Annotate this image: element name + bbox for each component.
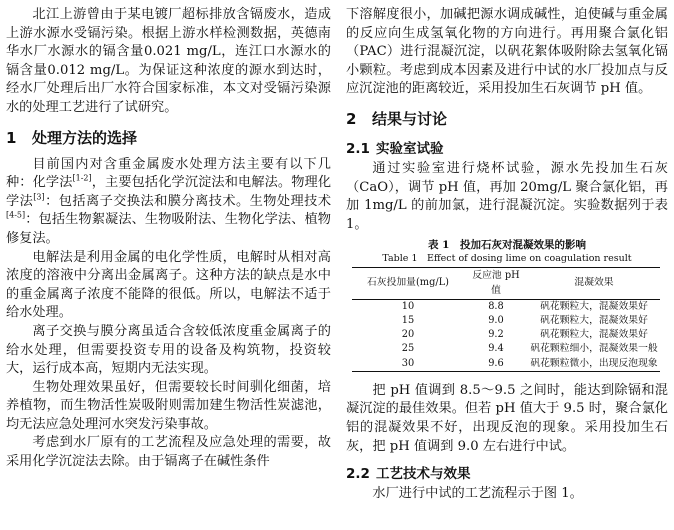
section-2-title: 结果与讨论 — [372, 109, 448, 128]
intro-paragraph: 北江上游曾由于某电镀厂超标排放含镉废水，造成上游水源水受镉污染。根据上游水样检测数据，英德南华水厂水源水的镉含量0.021 mg/L，连江口水源水的镉含量0.012 mg/L。为保证这种浓度的源水到达时，经水厂处理后出厂水符合国家标准，本文对受镉污染源水的处理工艺进行了试研究。 — [6, 7, 331, 115]
table-row — [352, 314, 660, 328]
table-row — [352, 357, 660, 372]
citation-ref: [1-2] — [72, 173, 92, 183]
right-column — [346, 6, 668, 504]
ion-exchange-paragraph: 离子交换与膜分离虽适合含较低浓度重金属离子的给水处理，但需要投资专用的设备及构筑物，投资较大，运行成本高，短期内无法实现。 — [6, 323, 331, 377]
process-paragraph: 水厂进行中试的工艺流程示于图 1。 — [372, 486, 583, 502]
table-cell: 矾花颗粒大，混凝效果好 — [540, 314, 648, 326]
lime-dosing-table — [352, 267, 660, 371]
subsection-2-2-heading — [346, 462, 668, 482]
table-spacer — [346, 372, 668, 382]
method-choice-paragraph: 考虑到水厂原有的工艺流程及应急处理的需要，故采用化学沉淀法去除。由于镉离子在碱性条件 — [6, 435, 331, 470]
section-1-number: 1 — [6, 128, 17, 147]
subsection-2-1-number: 2.1 — [346, 140, 370, 157]
subsection-2-2-number: 2.2 — [346, 466, 370, 483]
table-header-row — [352, 268, 660, 299]
methods-text-a: 目前国内对含重金属废水处理方法主要有以下几种：化学法 — [6, 156, 331, 191]
table-cell: 9.6 — [464, 357, 528, 372]
left-column — [6, 6, 331, 472]
table-cell: 20 — [401, 329, 415, 341]
table-cell: 矾花颗粒细小，混凝效果一般 — [530, 343, 658, 355]
table-cell: 25 — [401, 343, 415, 355]
continued-paragraph: 下溶解度很小，加碱把源水调成碱性，迫使碱与重金属的反应向生成氢氧化物的方向进行。再用聚合氯化铝（PAC）进行混凝沉淀，以矾花絮体吸附除去氢氧化镉小颗粒。考虑到成本因素及进行中试的水厂投加点与反应沉淀池的距离较近，采用投加生石灰调节 pH 值。 — [346, 7, 668, 97]
table-header: 反应池 pH 值 — [464, 268, 528, 299]
table-row — [352, 299, 660, 314]
biological-paragraph: 生物处理效果虽好，但需要较长时间驯化细菌，培养植物，而生物活性炭吸附则需加建生物活性炭滤池，均无法应急处理河水突发污染事故。 — [6, 379, 331, 432]
table-caption-en: Table 1 Effect of dosing lime on coagulation result — [382, 253, 632, 265]
table-cell: 10 — [401, 300, 415, 312]
table-cell: 9.0 — [488, 314, 504, 326]
methods-text-b: ，主要包括化学沉淀法和电解法。物理化学法 — [6, 175, 332, 209]
table-cell: 矾花颗粒微小，出现反泡现象 — [528, 357, 660, 372]
result-paragraph: 把 pH 值调到 8.5～9.5 之间时，能达到除镉和混凝沉淀的最佳效果。但若 pH 值大于 9.5 时，聚合氯化铝的混凝效果不好，出现反泡的现象。采用投加生石灰，把 pH 值调到 9.0 左右进行中试。 — [346, 382, 668, 454]
section-2-number: 2 — [346, 109, 357, 128]
methods-text-d: ：包括生物絮凝法、生物吸附法、生物化学法、植物修复法。 — [6, 212, 331, 246]
lab-test-paragraph: 通过实验室进行烧杯试验，源水先投加生石灰（CaO），调节 pH 值，再加 20mg/L 聚合氯化铝，再加 1mg/L 的前加氯，进行混凝沉淀。实验数据列于表 1。 — [346, 160, 668, 232]
section-1-heading — [6, 127, 331, 148]
table-cell: 矾花颗粒大，混凝效果好 — [540, 329, 648, 341]
subsection-2-2-title: 工艺技术与效果 — [376, 466, 471, 483]
subsection-2-1-heading — [346, 137, 668, 157]
table-cell: 15 — [401, 314, 415, 326]
table-cell: 9.4 — [488, 343, 504, 355]
citation-ref: [3] — [33, 192, 45, 202]
table-row — [352, 328, 660, 342]
table-header: 混凝效果 — [528, 268, 660, 299]
table-cell: 矾花颗粒大，混凝效果好 — [540, 300, 648, 312]
citation-ref: [4-5] — [6, 210, 26, 220]
table-cell: 8.8 — [488, 300, 504, 312]
methods-text-c: ：包括离子交换法和膜分离技术。生物处理技术 — [44, 193, 332, 209]
section-2-heading — [346, 108, 668, 129]
table-header: 石灰投加量(mg/L) — [352, 268, 464, 299]
table-cell: 9.2 — [488, 329, 504, 341]
table-cell: 30 — [352, 357, 464, 372]
methods-paragraph — [6, 156, 331, 249]
table-caption-cn: 表 1 投加石灰对混凝效果的影响 — [428, 239, 586, 252]
subsection-2-1-title: 实验室试验 — [376, 140, 444, 157]
section-1-title: 处理方法的选择 — [32, 128, 138, 147]
table-row — [352, 342, 660, 356]
electrolysis-paragraph: 电解法是利用金属的电化学性质，电解时从相对高浓度的溶液中分离出金属离子。这种方法的缺点是水中的重金属离子浓度不能降的很低。所以，电解法不适于给水处理。 — [6, 249, 331, 321]
